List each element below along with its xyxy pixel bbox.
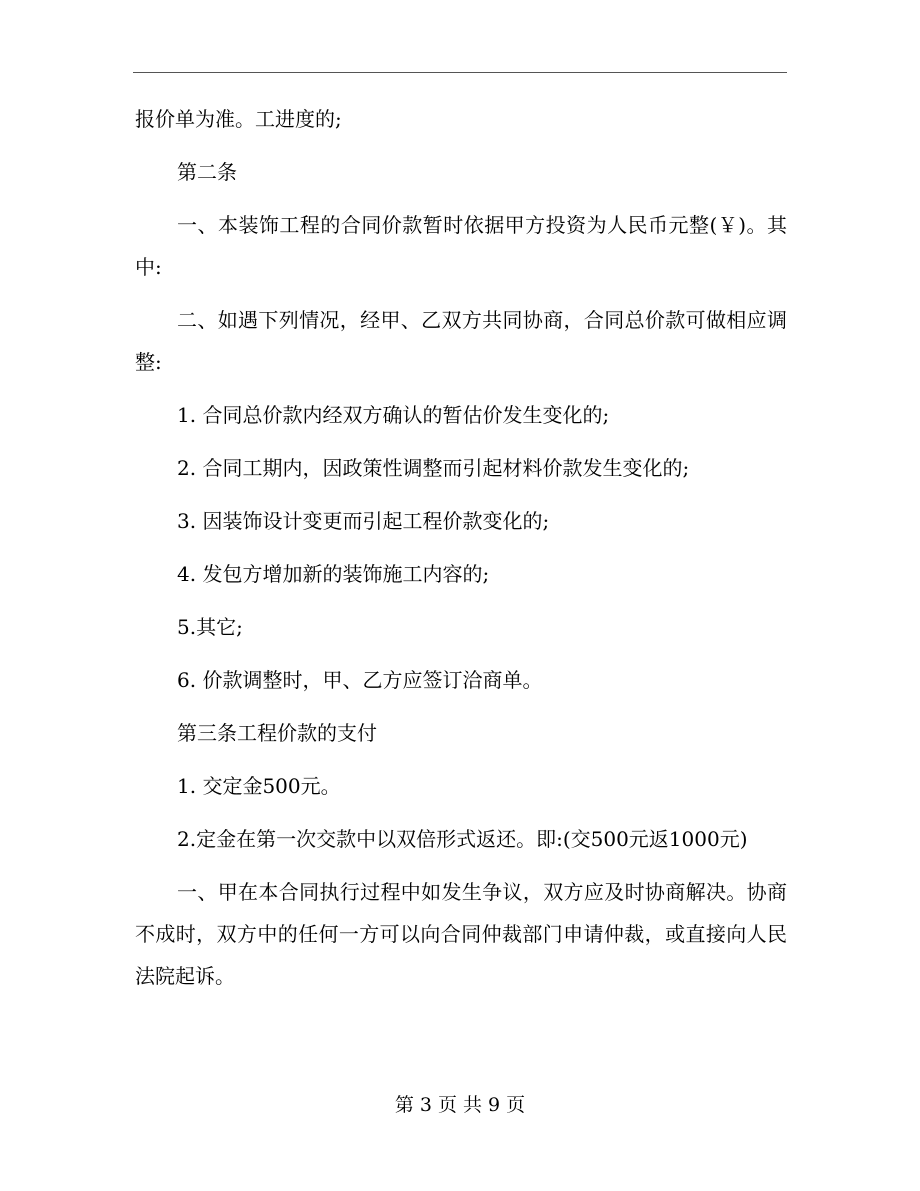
document-body bbox=[135, 98, 787, 997]
paragraph: 4. 发包方增加新的装饰施工内容的; bbox=[177, 562, 490, 586]
paragraph: 一、本装饰工程的合同价款暂时依据甲方投资为人民币元整(￥)。其中: bbox=[135, 213, 787, 279]
paragraph: 2. 合同工期内，因政策性调整而引起材料价款发生变化的; bbox=[177, 456, 690, 480]
paragraph: 2.定金在第一次交款中以双倍形式返还。即:(交500元返1000元) bbox=[177, 827, 748, 851]
paragraph: 一、甲在本合同执行过程中如发生争议，双方应及时协商解决。协商不成时，双方中的任何一方可以向合同仲裁部门申请仲裁，或直接向人民法院起诉。 bbox=[135, 880, 787, 988]
page-footer bbox=[0, 1090, 920, 1120]
paragraph: 1. 交定金500元。 bbox=[177, 774, 341, 798]
paragraph: 二、如遇下列情况，经甲、乙双方共同协商，合同总价款可做相应调整: bbox=[135, 308, 787, 374]
paragraph: 第三条工程价款的支付 bbox=[177, 721, 377, 745]
paragraph: 1. 合同总价款内经双方确认的暂估价发生变化的; bbox=[177, 403, 610, 427]
paragraph: 6. 价款调整时，甲、乙方应签订洽商单。 bbox=[177, 668, 543, 692]
page-number: 第 3 页 共 9 页 bbox=[394, 1094, 526, 1116]
paragraph: 5.其它; bbox=[177, 615, 243, 639]
paragraph: 3. 因装饰设计变更而引起工程价款变化的; bbox=[177, 509, 550, 533]
header-rule bbox=[133, 72, 787, 73]
paragraph: 报价单为准。工进度的; bbox=[135, 107, 342, 131]
paragraph: 第二条 bbox=[177, 160, 237, 184]
